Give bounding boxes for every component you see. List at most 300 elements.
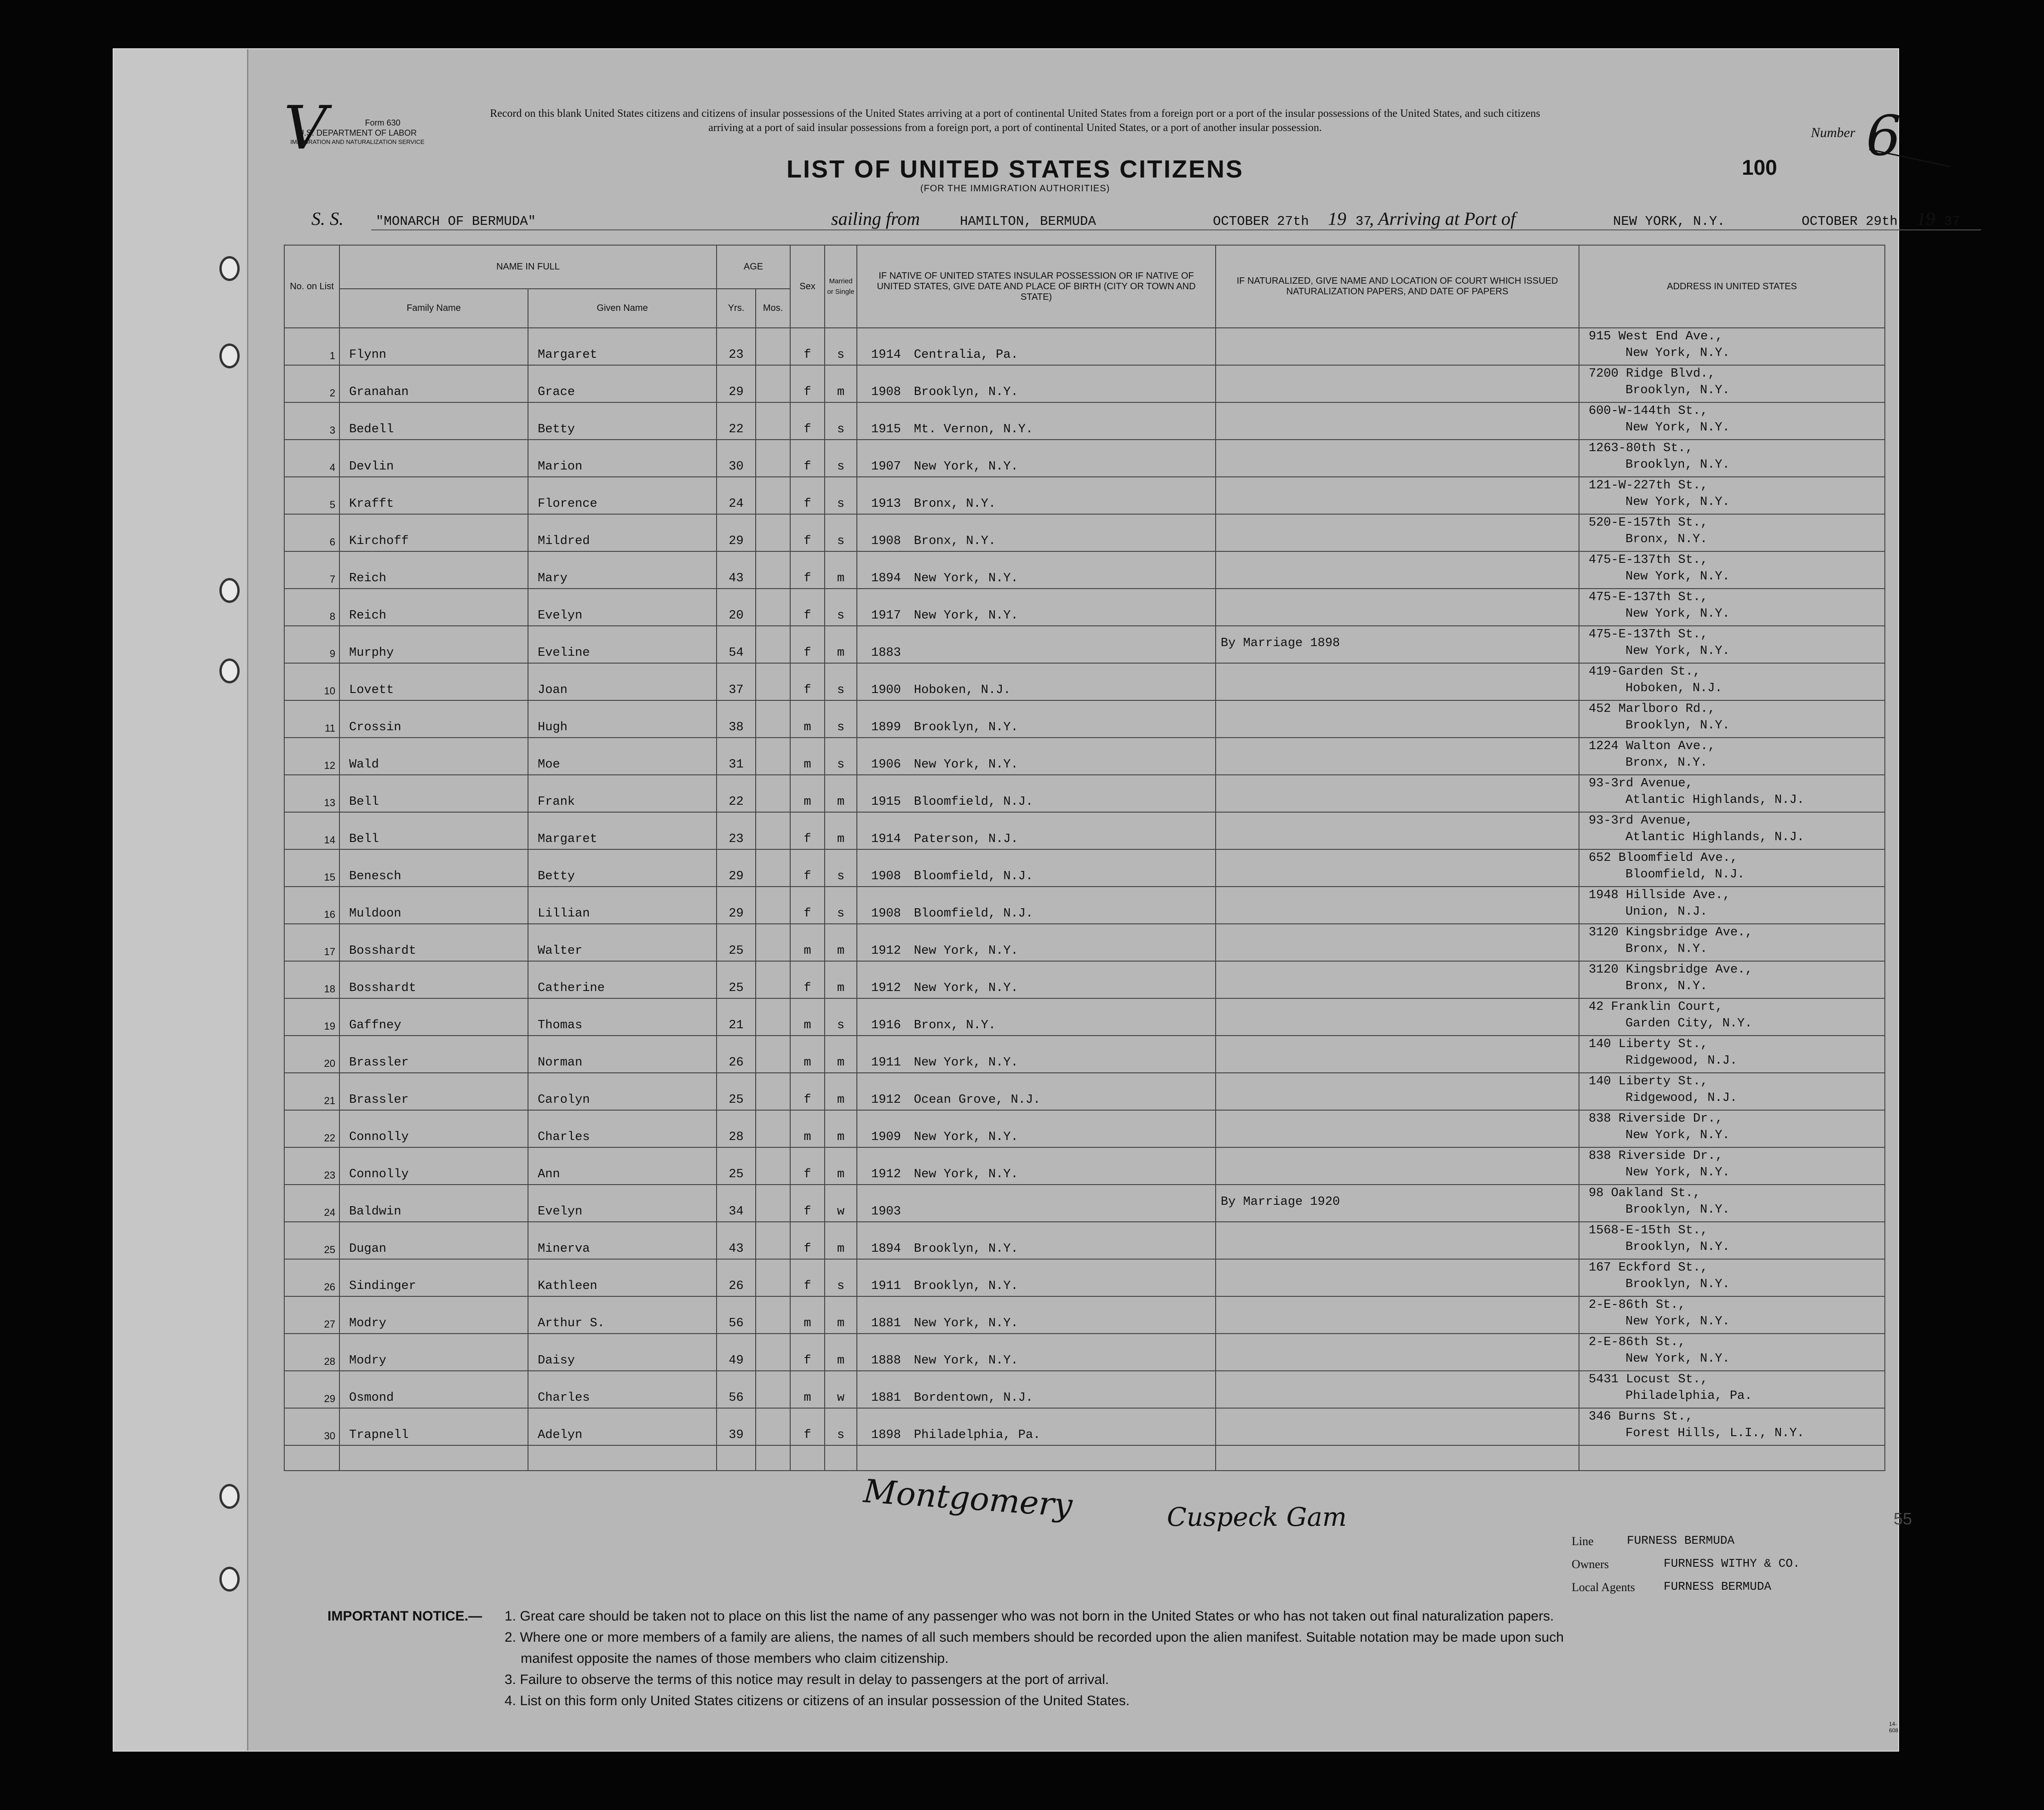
sex-text: m <box>804 1391 811 1405</box>
birth-info <box>857 589 1216 626</box>
list-number: 6 <box>1866 104 1901 168</box>
line-value: FURNESS BERMUDA <box>1627 1534 1735 1547</box>
sex <box>790 1371 825 1408</box>
signature-2: Cuspeck Gam <box>1167 1502 1347 1532</box>
birth-place: Bloomfield, N.J. <box>913 795 1033 809</box>
marital-status-text: s <box>837 758 845 772</box>
given-name-text: Eveline <box>538 646 590 660</box>
given-name <box>528 328 717 365</box>
marital-status <box>825 849 857 887</box>
birth-year: 1909 <box>871 1130 901 1144</box>
birth-year: 1917 <box>871 609 901 623</box>
given-name-text: Evelyn <box>538 609 583 623</box>
address <box>1579 551 1885 589</box>
marital-status <box>825 1147 857 1185</box>
family-name <box>339 1222 528 1259</box>
birth-place: Brooklyn, N.Y. <box>913 721 1018 734</box>
form-number: Form 630 <box>365 118 401 127</box>
row-number-text: 6 <box>329 536 335 548</box>
binder-hole <box>219 1567 240 1592</box>
col-family-name: Family Name <box>339 289 528 328</box>
address <box>1579 887 1885 924</box>
naturalization <box>1216 1222 1579 1259</box>
table-footer-row <box>284 1445 1885 1471</box>
marital-status <box>825 514 857 551</box>
owners-label: Owners <box>1572 1558 1609 1571</box>
birth-info <box>857 849 1216 887</box>
sex-text: f <box>804 460 811 474</box>
row-number <box>284 440 339 477</box>
birth-info <box>857 1185 1216 1222</box>
marital-status-text: m <box>837 646 845 660</box>
sex <box>790 514 825 551</box>
address <box>1579 1147 1885 1185</box>
address-line-1: 1224 Walton Ave., <box>1589 739 1716 753</box>
marital-status <box>825 1334 857 1371</box>
age-months <box>756 402 790 440</box>
birth-info <box>857 775 1216 812</box>
table-row <box>284 402 1885 440</box>
given-name <box>528 961 717 998</box>
row-number-text: 13 <box>324 797 335 808</box>
birth-place: Brooklyn, N.Y. <box>913 1279 1018 1293</box>
address-line-2: New York, N.Y. <box>1625 495 1730 509</box>
table-row <box>284 551 1885 589</box>
age-years-text: 49 <box>729 1354 744 1368</box>
given-name <box>528 998 717 1036</box>
notice-2a: 2. Where one or more members of a family are aliens, the names of all such members should be recorded upon the alien manifest. Suitable notation may be made upon such <box>505 1630 1564 1645</box>
row-number <box>284 775 339 812</box>
row-number <box>284 551 339 589</box>
table-row <box>284 849 1885 887</box>
arrival-date: OCTOBER 29th <box>1802 214 1898 229</box>
sex-text: f <box>804 385 811 399</box>
marital-status <box>825 1408 857 1445</box>
given-name <box>528 1408 717 1445</box>
birth-place: Centralia, Pa. <box>913 348 1018 362</box>
table-row <box>284 589 1885 626</box>
sex <box>790 849 825 887</box>
birth-year: 1912 <box>871 944 901 958</box>
age-months <box>756 365 790 402</box>
sex-text: f <box>804 981 811 995</box>
row-number <box>284 1408 339 1445</box>
address-line-1: 452 Marlboro Rd., <box>1589 702 1716 716</box>
family-name <box>339 849 528 887</box>
age-years-text: 56 <box>729 1391 744 1405</box>
row-number <box>284 961 339 998</box>
family-name-text: Bosshardt <box>349 944 416 958</box>
age-months <box>756 589 790 626</box>
given-name <box>528 849 717 887</box>
table-row <box>284 514 1885 551</box>
birth-info <box>857 402 1216 440</box>
departure-date: OCTOBER 27th <box>1213 214 1309 229</box>
address-line-2: New York, N.Y. <box>1625 1166 1730 1180</box>
given-name <box>528 1147 717 1185</box>
birth-year: 1894 <box>871 572 901 585</box>
age-months <box>756 700 790 738</box>
record-instructions: Record on this blank United States citizens and citizens of insular possessions of the United States arriving at a port of continental United States from a foreign port or a port of the insular possessions of the United States, and such citizens arriving at a port of said insular possessions from a foreign port, a port of continental United States, or a port of another insular possession. <box>490 108 1540 134</box>
marital-status <box>825 775 857 812</box>
naturalization <box>1216 738 1579 775</box>
given-name <box>528 365 717 402</box>
address <box>1579 477 1885 514</box>
birth-info <box>857 477 1216 514</box>
age-months <box>756 440 790 477</box>
naturalization <box>1216 1259 1579 1296</box>
arriving-label: , Arriving at Port of <box>1369 208 1516 229</box>
birth-place: New York, N.Y. <box>913 1130 1018 1144</box>
naturalization <box>1216 1036 1579 1073</box>
birth-info <box>857 1296 1216 1334</box>
notice-2b: manifest opposite the names of those members who claim citizenship. <box>521 1651 949 1666</box>
address-line-2: Bloomfield, N.J. <box>1625 868 1745 882</box>
family-name-text: Modry <box>349 1354 387 1368</box>
family-name-text: Dugan <box>349 1242 387 1256</box>
naturalization <box>1216 998 1579 1036</box>
row-number-text: 24 <box>324 1207 335 1218</box>
address-line-2: New York, N.Y. <box>1625 570 1730 584</box>
given-name <box>528 1259 717 1296</box>
row-number <box>284 365 339 402</box>
age-years <box>717 477 756 514</box>
binder-hole <box>219 344 240 368</box>
sex-text: f <box>804 534 811 548</box>
given-name-text: Ann <box>538 1168 560 1181</box>
sex <box>790 365 825 402</box>
address <box>1579 1073 1885 1110</box>
naturalization-text: By Marriage 1920 <box>1221 1195 1340 1209</box>
ss-underline <box>371 229 1981 230</box>
address <box>1579 1334 1885 1371</box>
family-name-text: Granahan <box>349 385 409 399</box>
birth-place: New York, N.Y. <box>913 944 1018 958</box>
birth-info <box>857 1073 1216 1110</box>
sex-text: f <box>804 1279 811 1293</box>
age-years <box>717 402 756 440</box>
birth-info <box>857 700 1216 738</box>
address <box>1579 1222 1885 1259</box>
family-name-text: Brassler <box>349 1056 409 1070</box>
family-name <box>339 663 528 700</box>
age-months <box>756 1371 790 1408</box>
marital-status <box>825 1222 857 1259</box>
sex-text: f <box>804 832 811 846</box>
row-number-text: 4 <box>329 462 335 473</box>
sex-text: m <box>804 721 811 734</box>
age-years-text: 23 <box>729 832 744 846</box>
sex <box>790 477 825 514</box>
age-years-text: 21 <box>729 1019 744 1032</box>
given-name-text: Margaret <box>538 832 597 846</box>
sex-text: m <box>804 1130 811 1144</box>
corner-number: 55 <box>1894 1509 1912 1528</box>
age-years-text: 22 <box>729 423 744 436</box>
line-label: Line <box>1572 1535 1594 1548</box>
sex <box>790 1408 825 1445</box>
birth-info <box>857 887 1216 924</box>
age-years <box>717 998 756 1036</box>
birth-info <box>857 365 1216 402</box>
marital-status <box>825 402 857 440</box>
table-row <box>284 440 1885 477</box>
birth-info <box>857 440 1216 477</box>
given-name <box>528 440 717 477</box>
address-line-1: 7200 Ridge Blvd., <box>1589 367 1716 381</box>
address-line-2: Bronx, N.Y. <box>1625 979 1708 993</box>
address <box>1579 1185 1885 1222</box>
birth-place: New York, N.Y. <box>913 1168 1018 1181</box>
naturalization <box>1216 1408 1579 1445</box>
marital-status <box>825 365 857 402</box>
given-name-text: Minerva <box>538 1242 590 1256</box>
row-number-text: 16 <box>324 909 335 920</box>
family-name-text: Brassler <box>349 1093 409 1107</box>
age-months <box>756 1296 790 1334</box>
family-name-text: Benesch <box>349 870 402 883</box>
row-number <box>284 477 339 514</box>
given-name <box>528 775 717 812</box>
birth-info <box>857 998 1216 1036</box>
marital-status <box>825 812 857 849</box>
birth-year: 1907 <box>871 460 901 474</box>
row-number <box>284 589 339 626</box>
age-years-text: 25 <box>729 981 744 995</box>
age-years <box>717 1222 756 1259</box>
address-line-2: Ridgewood, N.J. <box>1625 1091 1738 1105</box>
marital-status-text: s <box>837 1279 845 1293</box>
marital-status-text: s <box>837 497 845 511</box>
sex-text: f <box>804 1093 811 1107</box>
table-row <box>284 477 1885 514</box>
birth-place: New York, N.Y. <box>913 1354 1018 1368</box>
naturalization <box>1216 477 1579 514</box>
given-name-text: Lillian <box>538 907 590 921</box>
sex-text: f <box>804 646 811 660</box>
family-name-text: Reich <box>349 572 387 585</box>
address-line-2: Brooklyn, N.Y. <box>1625 458 1730 472</box>
age-years <box>717 700 756 738</box>
birth-place: Ocean Grove, N.J. <box>913 1093 1041 1107</box>
birth-place: Hoboken, N.J. <box>913 683 1011 697</box>
birth-place: Philadelphia, Pa. <box>913 1428 1041 1442</box>
family-name <box>339 998 528 1036</box>
row-number <box>284 924 339 961</box>
sex-text: m <box>804 758 811 772</box>
row-number-text: 1 <box>329 350 335 361</box>
family-name <box>339 887 528 924</box>
age-years <box>717 1185 756 1222</box>
row-number <box>284 1036 339 1073</box>
given-name-text: Florence <box>538 497 597 511</box>
marital-status <box>825 328 857 365</box>
binder-hole <box>219 578 240 603</box>
given-name <box>528 626 717 663</box>
service: IMMIGRATION AND NATURALIZATION SERVICE <box>290 138 425 145</box>
given-name-text: Moe <box>538 758 560 772</box>
important-notice <box>327 1606 1882 1712</box>
given-name-text: Marion <box>538 460 583 474</box>
department: U.S. DEPARTMENT OF LABOR <box>298 128 417 137</box>
birth-year: 1911 <box>871 1279 901 1293</box>
given-name <box>528 402 717 440</box>
address <box>1579 738 1885 775</box>
address-line-2: Hoboken, N.J. <box>1625 682 1722 695</box>
address-line-1: 93-3rd Avenue, <box>1589 814 1693 828</box>
birth-year: 1903 <box>871 1205 901 1219</box>
age-years-text: 43 <box>729 572 744 585</box>
marital-status-text: w <box>837 1391 845 1405</box>
row-number-text: 28 <box>324 1356 335 1367</box>
age-years <box>717 1334 756 1371</box>
age-years-text: 43 <box>729 1242 744 1256</box>
marital-status-text: s <box>837 609 845 623</box>
col-address: ADDRESS IN UNITED STATES <box>1579 245 1885 328</box>
marital-status <box>825 440 857 477</box>
table-row <box>284 626 1885 663</box>
sex-text: m <box>804 795 811 809</box>
birth-place: Bronx, N.Y. <box>913 497 996 511</box>
address <box>1579 365 1885 402</box>
dep-year: 37 <box>1355 214 1372 229</box>
birth-info <box>857 738 1216 775</box>
given-name <box>528 514 717 551</box>
table-row <box>284 887 1885 924</box>
birth-info <box>857 812 1216 849</box>
address-line-1: 419-Garden St., <box>1589 665 1701 679</box>
given-name-text: Betty <box>538 870 575 883</box>
age-months <box>756 328 790 365</box>
birth-place: New York, N.Y. <box>913 981 1018 995</box>
age-years <box>717 663 756 700</box>
table-row <box>284 1259 1885 1296</box>
age-years <box>717 775 756 812</box>
marital-status-text: s <box>837 534 845 548</box>
age-months <box>756 887 790 924</box>
col-naturalized: IF NATURALIZED, GIVE NAME AND LOCATION OF COURT WHICH ISSUED NATURALIZATION PAPERS, AND DATE OF PAPERS <box>1216 245 1579 328</box>
given-name <box>528 812 717 849</box>
age-years-text: 25 <box>729 944 744 958</box>
address-line-2: Atlantic Highlands, N.J. <box>1625 831 1804 844</box>
sex <box>790 1036 825 1073</box>
sex <box>790 328 825 365</box>
row-number-text: 20 <box>324 1058 335 1069</box>
marital-status <box>825 663 857 700</box>
ss-label: S. S. <box>311 208 344 229</box>
sex <box>790 440 825 477</box>
table-row <box>284 998 1885 1036</box>
binder-hole <box>219 659 240 683</box>
marital-status <box>825 1371 857 1408</box>
table-row <box>284 961 1885 998</box>
address-line-1: 93-3rd Avenue, <box>1589 777 1693 790</box>
given-name-text: Betty <box>538 423 575 436</box>
sex-text: f <box>804 1168 811 1181</box>
naturalization <box>1216 1185 1579 1222</box>
age-years-text: 20 <box>729 609 744 623</box>
given-name-text: Kathleen <box>538 1279 597 1293</box>
marital-status <box>825 477 857 514</box>
sex-text: f <box>804 907 811 921</box>
birth-year: 1916 <box>871 1019 901 1032</box>
address-line-1: 475-E-137th St., <box>1589 590 1708 604</box>
family-name <box>339 1036 528 1073</box>
given-name <box>528 1296 717 1334</box>
family-name-text: Bedell <box>349 423 394 436</box>
given-name <box>528 663 717 700</box>
agents-value: FURNESS BERMUDA <box>1664 1580 1772 1593</box>
birth-year: 1908 <box>871 870 901 883</box>
address-line-1: 98 Oakland St., <box>1589 1186 1701 1200</box>
birth-info <box>857 1222 1216 1259</box>
row-number-text: 9 <box>329 648 335 659</box>
family-name <box>339 775 528 812</box>
address-line-2: Bronx, N.Y. <box>1625 942 1708 956</box>
address-line-1: 2-E-86th St., <box>1589 1298 1686 1312</box>
marital-status <box>825 887 857 924</box>
naturalization <box>1216 402 1579 440</box>
birth-year: 1883 <box>871 646 901 660</box>
table-row <box>284 1222 1885 1259</box>
age-months <box>756 1073 790 1110</box>
age-years-text: 37 <box>729 683 744 697</box>
address-line-2: New York, N.Y. <box>1625 421 1730 435</box>
marital-status <box>825 551 857 589</box>
citizens-list-form <box>247 49 1960 1751</box>
age-years-text: 34 <box>729 1205 744 1219</box>
given-name <box>528 1073 717 1110</box>
address <box>1579 700 1885 738</box>
age-years <box>717 1073 756 1110</box>
row-number <box>284 849 339 887</box>
family-name <box>339 1259 528 1296</box>
birth-info <box>857 1334 1216 1371</box>
given-name-text: Charles <box>538 1130 590 1144</box>
sex-text: f <box>804 423 811 436</box>
dep-year-prefix: 19 <box>1328 208 1346 229</box>
birth-year: 1894 <box>871 1242 901 1256</box>
given-name-text: Mary <box>538 572 568 585</box>
marital-status-text: m <box>837 1242 845 1256</box>
address <box>1579 440 1885 477</box>
marital-status <box>825 1110 857 1147</box>
address <box>1579 626 1885 663</box>
given-name-text: Frank <box>538 795 575 809</box>
marital-status <box>825 1259 857 1296</box>
col-name-in-full: NAME IN FULL <box>339 245 717 289</box>
age-years <box>717 812 756 849</box>
notice-3: 3. Failure to observe the terms of this notice may result in delay to passengers at the port of arrival. <box>505 1672 1109 1687</box>
sex-text: f <box>804 572 811 585</box>
birth-place: Bronx, N.Y. <box>913 1019 996 1032</box>
row-number <box>284 1073 339 1110</box>
citizens-table <box>284 245 1885 1471</box>
birth-info <box>857 514 1216 551</box>
address-line-1: 2-E-86th St., <box>1589 1335 1686 1349</box>
marital-status <box>825 1036 857 1073</box>
given-name <box>528 477 717 514</box>
address <box>1579 514 1885 551</box>
address-line-1: 140 Liberty St., <box>1589 1075 1708 1088</box>
birth-year: 1912 <box>871 1168 901 1181</box>
naturalization <box>1216 1334 1579 1371</box>
page-title: LIST OF UNITED STATES CITIZENS <box>787 155 1244 183</box>
address-line-1: 652 Bloomfield Ave., <box>1589 851 1738 865</box>
col-yrs: Yrs. <box>717 289 756 328</box>
naturalization <box>1216 1296 1579 1334</box>
age-months <box>756 514 790 551</box>
